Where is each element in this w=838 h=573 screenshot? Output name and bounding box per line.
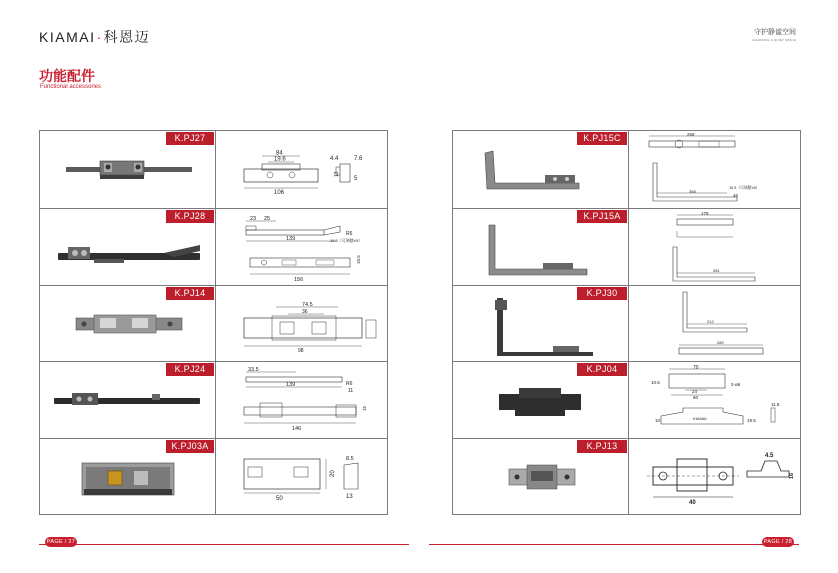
table-row xyxy=(40,361,387,438)
product-photo-kpj13 xyxy=(507,463,577,491)
dimension-label: 13 xyxy=(334,171,340,177)
table-row xyxy=(453,361,800,438)
dimension-label: 25 xyxy=(264,216,271,222)
right-accessory-table xyxy=(452,130,801,515)
product-code-tag: K.PJ13 xyxy=(577,440,627,453)
logo-emboss-text: KIAMAI xyxy=(693,416,707,421)
dimension-label: 19.5 xyxy=(747,418,756,423)
dimension-label: R6 xyxy=(346,231,353,237)
table-row xyxy=(40,208,387,285)
dimension-label: 139 xyxy=(286,382,296,388)
dimension-label: 146 xyxy=(292,426,302,432)
tagline-chinese: 守护静谧空间 xyxy=(754,29,796,36)
dimension-label: 16 xyxy=(789,472,795,479)
product-code-tag: K.PJ15A xyxy=(577,210,627,223)
technical-drawing-kpj28 xyxy=(236,214,381,284)
product-code-tag: K.PJ30 xyxy=(577,287,627,300)
dimension-label: 23 xyxy=(250,216,257,222)
product-code-tag: K.PJ27 xyxy=(166,132,214,145)
dimension-label: 280 xyxy=(717,340,724,345)
dimension-label: 46 xyxy=(733,193,739,198)
page-number-left: PAGE / 27 xyxy=(46,539,76,545)
product-photo-kpj03a xyxy=(80,459,176,499)
product-photo-kpj04 xyxy=(495,384,585,418)
tagline xyxy=(752,27,796,42)
dimension-label: 33.5 xyxy=(248,367,259,373)
dimension-label: R6 xyxy=(346,381,353,387)
product-code-tag: K.PJ28 xyxy=(166,210,214,223)
dimension-label: 74.5 xyxy=(302,302,313,308)
dimension-label: 36 xyxy=(302,309,308,315)
product-photo-kpj24 xyxy=(52,388,202,414)
section-title: 功能配件 xyxy=(39,68,95,84)
dimension-label: 70 xyxy=(693,365,699,371)
dimension-label: 15 xyxy=(362,405,367,411)
table-row xyxy=(453,131,800,208)
product-photo-kpj14 xyxy=(74,312,184,338)
left-accessory-table xyxy=(39,130,388,515)
dimension-label: 84 xyxy=(276,150,283,157)
dimension-label: 50 xyxy=(276,496,283,502)
product-photo-kpj15c xyxy=(475,149,585,195)
dimension-label: 24 xyxy=(692,389,698,394)
technical-drawing-kpj03a xyxy=(236,453,381,509)
technical-drawing-kpj14 xyxy=(236,300,381,356)
technical-drawing-kpj27 xyxy=(236,147,381,197)
dimension-label: 212 xyxy=(707,319,714,324)
table-row xyxy=(453,285,800,361)
footer-rule-left xyxy=(39,544,409,545)
footer-rule-right xyxy=(429,544,799,545)
dimension-label: 258 xyxy=(687,132,695,137)
dimension-label: 281 xyxy=(713,268,720,273)
technical-drawing-kpj24 xyxy=(236,365,381,437)
table-row xyxy=(40,285,387,361)
tagline-english: GUARDING A QUIET SPACE xyxy=(752,38,796,42)
table-row xyxy=(40,131,387,208)
product-code-tag: K.PJ15C xyxy=(577,132,627,145)
technical-drawing-kpj15a xyxy=(643,211,795,283)
dimension-label: 10.5 xyxy=(356,255,361,264)
brand-logo xyxy=(39,27,150,47)
dimension-label: 178 xyxy=(701,211,709,216)
product-photo-kpj30 xyxy=(493,294,597,358)
page-number-right: PAGE / 28 xyxy=(763,539,793,545)
dimension-label: 4.5 xyxy=(765,453,774,459)
dimension-label: 13 xyxy=(346,494,353,500)
product-photo-kpj28 xyxy=(54,235,204,273)
dimension-label: 20 xyxy=(330,470,336,477)
dimension-label: 156 xyxy=(294,277,304,283)
product-photo-kpj27 xyxy=(64,157,194,187)
table-row xyxy=(453,438,800,514)
product-code-tag: K.PJ03A xyxy=(166,440,214,453)
technical-drawing-kpj13 xyxy=(643,449,795,509)
dimension-label: 19.6 xyxy=(274,156,286,163)
dimension-label: 11 xyxy=(348,388,354,394)
dimension-label: 139 xyxy=(286,236,296,242)
dimension-label: 98 xyxy=(298,348,304,354)
product-code-tag: K.PJ04 xyxy=(577,363,627,376)
dimension-label: 10.5 xyxy=(651,380,660,385)
dimension-label: 10 xyxy=(655,418,661,423)
dimension-label: 60 xyxy=(693,395,699,400)
technical-drawing-kpj15c xyxy=(643,133,795,205)
brand-chinese: 科恩迈 xyxy=(103,29,151,45)
dimension-label: 40 xyxy=(689,500,696,506)
dimension-label: 15.5（可调整±5） xyxy=(330,238,363,243)
technical-drawing-kpj04 xyxy=(643,364,795,436)
dimension-label: 358 xyxy=(689,189,696,194)
product-code-tag: K.PJ14 xyxy=(166,287,214,300)
dimension-label: 4.4 xyxy=(330,156,339,162)
dimension-label: 11.8 xyxy=(771,402,780,407)
dimension-label: 7.6 xyxy=(354,156,363,162)
brand-latin: KIAMAI xyxy=(39,29,96,45)
section-subtitle: Functional accessories xyxy=(40,84,102,90)
product-code-tag: K.PJ24 xyxy=(166,363,214,376)
table-row xyxy=(453,208,800,285)
dimension-label: 2-ø6 xyxy=(731,382,741,387)
dimension-label: 15.5（可调整±5） xyxy=(729,186,760,190)
table-row xyxy=(40,438,387,514)
product-photo-kpj15a xyxy=(483,221,593,277)
dimension-label: 5 xyxy=(354,176,358,182)
dimension-label: 8.5 xyxy=(346,456,354,462)
brand-separator: · xyxy=(96,29,103,45)
dimension-label: 106 xyxy=(274,190,285,196)
technical-drawing-kpj30 xyxy=(643,288,795,360)
